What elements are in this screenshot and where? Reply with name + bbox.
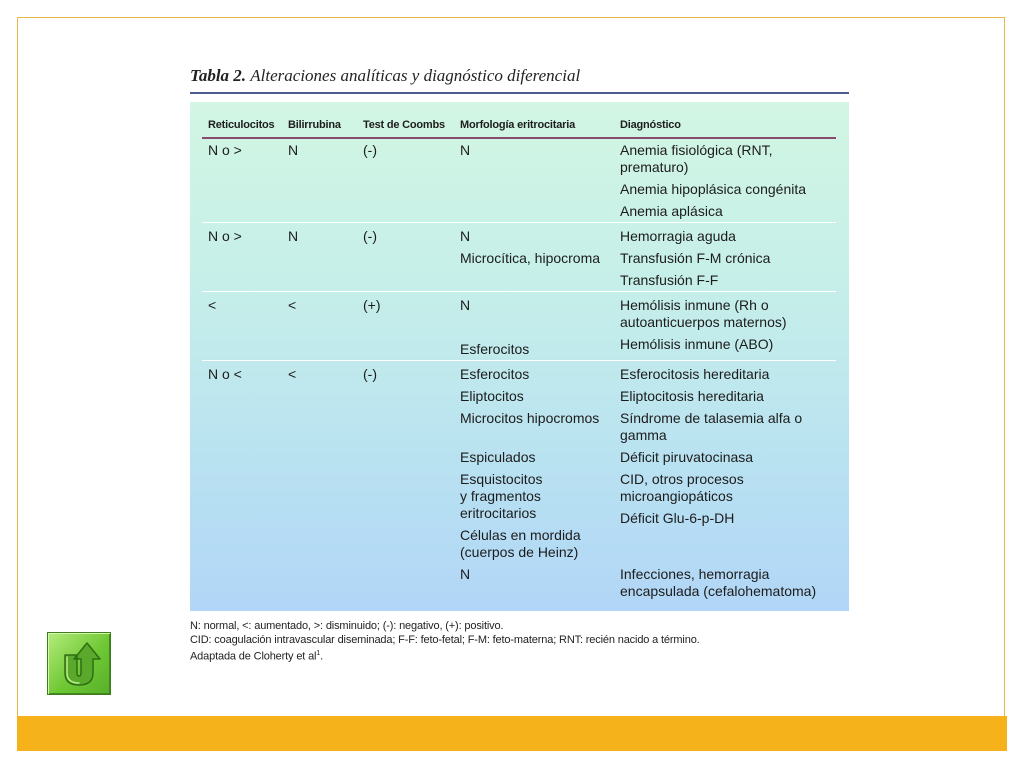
cell-diagnostico: Hemólisis inmune (Rh o [620,297,769,313]
table-title-text: Alteraciones analíticas y diagnóstico diferencial [250,66,581,85]
cell-morfologia: N [460,297,471,313]
u-turn-arrow-icon [48,633,110,694]
table-title [190,66,850,90]
title-rule [190,92,849,94]
table-footnotes [190,619,850,664]
cell-morfologia: y fragmentos [460,488,541,504]
cell-reticulocitos: N o > [208,228,242,244]
cell-diagnostico: microangiopáticos [620,488,733,504]
cell-reticulocitos: N o < [208,366,242,382]
cell-morfologia: Microcítica, hipocroma [460,250,601,266]
cell-diagnostico: Síndrome de talasemia alfa o [620,410,803,426]
footnote-abbreviations: N: normal, <: aumentado, >: disminuido; (-): negativo, (+): positivo. [190,620,504,632]
footnote-source-text: Adaptada de Cloherty et al [190,650,317,663]
cell-morfologia: N [460,228,471,244]
cell-morfologia: N [460,566,471,582]
cell-morfologia: Espiculados [460,449,536,465]
cell-coombs: (+) [363,297,381,313]
cell-bilirrubina: N [288,142,299,158]
cell-diagnostico: Transfusión F-M crónica [620,250,771,266]
cell-diagnostico: Déficit Glu-6-p-DH [620,510,735,526]
cell-reticulocitos: < [208,297,217,313]
cell-morfologia: (cuerpos de Heinz) [460,544,579,560]
cell-diagnostico: Hemólisis inmune (ABO) [620,336,774,352]
cell-bilirrubina: < [288,297,297,313]
cell-morfologia: Eliptocitos [460,388,524,404]
cell-morfologia: Células en mordida [460,527,581,543]
header-diagnostico: Diagnóstico [620,119,681,131]
header-bilirrubina: Bilirrubina [288,119,341,131]
header-reticulocitos: Reticulocitos [208,119,275,131]
slide-footer-bar [17,716,1007,751]
cell-morfologia: eritrocitarios [460,505,537,521]
table-title-label: Tabla 2. [190,66,247,85]
cell-coombs: (-) [363,228,377,244]
table-header-row [202,117,836,139]
cell-coombs: (-) [363,142,377,158]
cell-diagnostico: Anemia aplásica [620,203,723,219]
cell-morfologia: Esferocitos [460,366,530,382]
table-row-group-3 [202,292,836,361]
cell-diagnostico: autoanticuerpos maternos) [620,314,787,330]
back-button[interactable] [47,632,111,695]
cell-reticulocitos: N o > [208,142,242,158]
cell-diagnostico: Esferocitosis hereditaria [620,366,770,382]
footnote-definitions: CID: coagulación intravascular diseminada; F-F: feto-fetal; F-M: feto-materna; RNT: recién nacido a término. [190,634,700,646]
footnote-source [190,647,850,664]
table-panel [190,102,849,611]
footnote-source-suffix: . [320,650,324,663]
header-coombs: Test de Coombs [363,119,445,131]
cell-diagnostico: Hemorragia aguda [620,228,736,244]
cell-diagnostico: Anemia fisiológica (RNT, [620,142,773,158]
table-row-group-4 [202,361,836,601]
cell-morfologia: Microcitos hipocromos [460,410,600,426]
cell-morfologia: N [460,142,471,158]
cell-diagnostico: CID, otros procesos [620,471,744,487]
cell-diagnostico: Infecciones, hemorragia [620,566,770,582]
cell-diagnostico: Transfusión F-F [620,272,719,288]
cell-diagnostico: Anemia hipoplásica congénita [620,181,807,197]
cell-diagnostico: Déficit piruvatocinasa [620,449,754,465]
cell-diagnostico: Eliptocitosis hereditaria [620,388,764,404]
footnote-superscript: 1 [316,650,321,657]
cell-coombs: (-) [363,366,377,382]
cell-diagnostico: encapsulada (cefalohematoma) [620,583,817,599]
cell-diagnostico: gamma [620,427,667,443]
table-row-group-1 [202,140,836,223]
header-morfologia: Morfología eritrocitaria [460,119,575,131]
cell-morfologia: Esquistocitos [460,471,543,487]
cell-bilirrubina: N [288,228,299,244]
cell-bilirrubina: < [288,366,297,382]
cell-diagnostico: prematuro) [620,159,689,175]
table-row-group-2 [202,223,836,292]
cell-morfologia: Esferocitos [460,341,530,357]
